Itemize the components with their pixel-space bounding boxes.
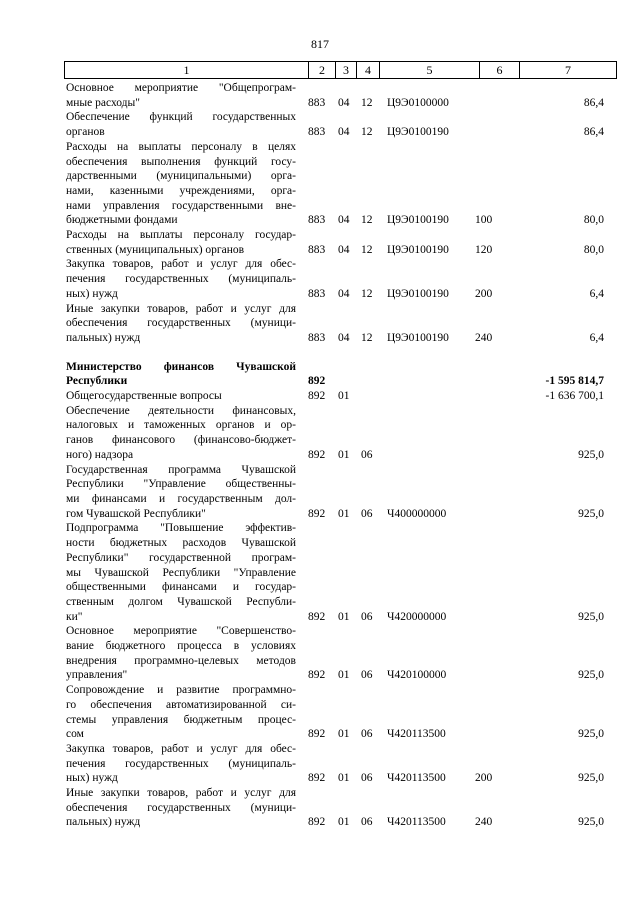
description-line: ных) нужд <box>66 287 118 300</box>
row-description <box>66 624 296 683</box>
description-line: ных) нужд <box>66 772 118 785</box>
table-row <box>0 683 640 742</box>
description-line: пальных) нужд <box>66 331 141 344</box>
description-line: сом <box>66 728 84 741</box>
section-code: 04 <box>338 214 350 227</box>
description-line: внедрения программно-целевых методов <box>66 654 296 667</box>
description-line: Сопровождение и развитие программно- <box>66 684 296 697</box>
section-code: 01 <box>338 507 350 520</box>
ministry-code: 892 <box>308 390 326 403</box>
description-line: общественными финансами и государ- <box>66 581 296 594</box>
row-description <box>66 389 296 404</box>
table-row <box>0 389 640 404</box>
section-code: 04 <box>338 243 350 256</box>
ministry-code: 892 <box>308 728 326 741</box>
table-row <box>0 742 640 786</box>
target-article-code: Ч400000000 <box>387 507 447 520</box>
description-line: ми финансами и государственным дол- <box>66 492 296 505</box>
row-description <box>66 404 296 463</box>
description-line: Иные закупки товаров, работ и услуг для <box>66 787 296 800</box>
expense-type-code: 200 <box>475 772 493 785</box>
table-row <box>0 404 640 463</box>
row-description <box>66 463 296 522</box>
description-line: Обеспечение деятельности финансовых, <box>66 404 296 417</box>
description-line: Расходы на выплаты персоналу государ- <box>66 229 296 242</box>
description-line: обеспечения выполнения функций госу- <box>66 155 296 168</box>
description-line: бюджетными фондами <box>66 214 178 227</box>
amount: 86,4 <box>583 126 604 139</box>
row-description <box>66 257 296 301</box>
section-code: 04 <box>338 126 350 139</box>
description-line: печения государственных (муниципаль- <box>66 757 296 770</box>
description-line: Республики" государственной програм- <box>66 551 296 564</box>
target-article-code: Ц9Э0100000 <box>387 96 449 109</box>
row-description <box>66 81 296 110</box>
table-row <box>0 257 640 301</box>
description-line: Республики <box>66 375 128 388</box>
subsection-code: 06 <box>361 669 373 682</box>
description-line: Иные закупки товаров, работ и услуг для <box>66 302 296 315</box>
amount: 6,4 <box>589 331 604 344</box>
description-line: Подпрограмма "Повышение эффектив- <box>66 522 296 535</box>
section-code: 01 <box>338 728 350 741</box>
subsection-code: 12 <box>361 331 373 344</box>
budget-table-body <box>0 81 640 830</box>
ministry-code: 892 <box>308 772 326 785</box>
section-code: 04 <box>338 96 350 109</box>
description-line: Основное мероприятие "Общепрограм- <box>66 82 296 94</box>
target-article-code: Ч420000000 <box>387 610 447 623</box>
page-number: 817 <box>311 37 329 51</box>
description-line: Основное мероприятие "Совершенство- <box>66 625 296 638</box>
subsection-code: 06 <box>361 610 373 623</box>
section-code: 01 <box>338 610 350 623</box>
subsection-code: 06 <box>361 448 373 461</box>
amount: -1 636 700,1 <box>545 390 604 403</box>
row-description <box>66 140 296 228</box>
description-line: вание бюджетного процесса в условиях <box>66 640 296 653</box>
header-col-4: 4 <box>356 61 379 79</box>
target-article-code: Ц9Э0100190 <box>387 287 449 300</box>
ministry-code: 883 <box>308 214 326 227</box>
subsection-code: 06 <box>361 728 373 741</box>
expense-type-code: 120 <box>475 243 493 256</box>
ministry-code: 883 <box>308 96 326 109</box>
description-line: Закупка товаров, работ и услуг для обес- <box>66 742 296 755</box>
section-code: 01 <box>338 390 350 403</box>
table-row <box>0 624 640 683</box>
header-col-2: 2 <box>308 61 335 79</box>
subsection-code: 12 <box>361 126 373 139</box>
row-description <box>66 786 296 830</box>
ministry-code: 892 <box>308 507 326 520</box>
row-description <box>66 521 296 624</box>
table-header <box>64 61 617 79</box>
target-article-code: Ч420100000 <box>387 669 447 682</box>
amount: 6,4 <box>589 287 604 300</box>
amount: 80,0 <box>583 214 604 227</box>
target-article-code: Ц9Э0100190 <box>387 243 449 256</box>
section-code: 01 <box>338 816 350 829</box>
header-col-7: 7 <box>519 61 617 79</box>
table-row <box>0 521 640 624</box>
description-line: ки" <box>66 610 83 623</box>
row-description <box>66 360 296 389</box>
amount: 925,0 <box>578 610 604 623</box>
subsection-code: 06 <box>361 772 373 785</box>
row-description <box>66 683 296 742</box>
description-line: Обеспечение функций государственных <box>66 111 296 124</box>
description-line: Министерство финансов Чувашской <box>66 360 296 373</box>
expense-type-code: 200 <box>475 287 493 300</box>
description-line: гом Чувашской Республики" <box>66 507 206 520</box>
amount: -1 595 814,7 <box>545 375 604 388</box>
header-col-3: 3 <box>335 61 356 79</box>
subsection-code: 06 <box>361 816 373 829</box>
description-line: мы Чувашской Республики "Управление <box>66 566 296 579</box>
ministry-code: 883 <box>308 331 326 344</box>
ministry-code: 883 <box>308 243 326 256</box>
description-line: стемы управления бюджетным процес- <box>66 713 296 726</box>
description-line: Закупка товаров, работ и услуг для обес- <box>66 258 296 271</box>
ministry-code: 883 <box>308 126 326 139</box>
description-line: Общегосударственные вопросы <box>66 390 222 403</box>
subsection-code: 12 <box>361 214 373 227</box>
description-line: нами, казенными учреждениями, орга- <box>66 184 296 197</box>
description-line: Расходы на выплаты персоналу в целях <box>66 140 296 153</box>
description-line: обеспечения государственных (муници- <box>66 317 296 330</box>
table-row <box>0 228 640 257</box>
expense-type-code: 240 <box>475 816 493 829</box>
section-code: 01 <box>338 669 350 682</box>
description-line: Государственная программа Чувашской <box>66 463 296 476</box>
ministry-code: 892 <box>308 816 326 829</box>
amount: 925,0 <box>578 448 604 461</box>
target-article-code: Ч420113500 <box>387 728 446 741</box>
description-line: обеспечения государственных (муници- <box>66 801 296 814</box>
description-line: Республики "Управление общественны- <box>66 478 296 491</box>
description-line: пальных) нужд <box>66 816 141 829</box>
row-description <box>66 228 296 257</box>
description-line: мные расходы" <box>66 96 140 109</box>
subsection-code: 12 <box>361 287 373 300</box>
section-code: 04 <box>338 331 350 344</box>
row-description <box>66 302 296 346</box>
description-line: ганов финансового (финансово-бюджет- <box>66 434 296 447</box>
amount: 925,0 <box>578 772 604 785</box>
ministry-code: 892 <box>308 375 326 388</box>
amount: 86,4 <box>583 96 604 109</box>
subsection-code: 12 <box>361 243 373 256</box>
description-line: налоговых и таможенных органов и ор- <box>66 419 296 432</box>
ministry-code: 892 <box>308 610 326 623</box>
header-col-6: 6 <box>479 61 519 79</box>
description-line: печения государственных (муниципаль- <box>66 273 296 286</box>
table-row <box>0 302 640 346</box>
target-article-code: Ц9Э0100190 <box>387 214 449 227</box>
subsection-code: 12 <box>361 96 373 109</box>
target-article-code: Ц9Э0100190 <box>387 126 449 139</box>
section-code: 04 <box>338 287 350 300</box>
description-line: органов <box>66 126 105 139</box>
table-row <box>0 360 640 389</box>
header-col-5: 5 <box>379 61 479 79</box>
description-line: го обеспечения автоматизированной си- <box>66 698 296 711</box>
ministry-code: 883 <box>308 287 326 300</box>
expense-type-code: 240 <box>475 331 493 344</box>
table-row <box>0 463 640 522</box>
description-line: ственным долгом Чувашской Республи- <box>66 595 296 608</box>
table-row <box>0 81 640 110</box>
table-row <box>0 110 640 139</box>
subsection-code: 06 <box>361 507 373 520</box>
section-code: 01 <box>338 448 350 461</box>
amount: 925,0 <box>578 816 604 829</box>
amount: 80,0 <box>583 243 604 256</box>
amount: 925,0 <box>578 728 604 741</box>
description-line: управления" <box>66 669 128 682</box>
expense-type-code: 100 <box>475 214 493 227</box>
ministry-code: 892 <box>308 669 326 682</box>
description-line: ственных (муниципальных) органов <box>66 243 245 256</box>
description-line: ности бюджетных расходов Чувашской <box>66 537 296 550</box>
amount: 925,0 <box>578 669 604 682</box>
table-row <box>0 786 640 830</box>
target-article-code: Ц9Э0100190 <box>387 331 449 344</box>
ministry-code: 892 <box>308 448 326 461</box>
description-line: нами управления государственными вне- <box>66 199 296 212</box>
target-article-code: Ч420113500 <box>387 816 446 829</box>
amount: 925,0 <box>578 507 604 520</box>
target-article-code: Ч420113500 <box>387 772 446 785</box>
description-line: ного) надзора <box>66 448 134 461</box>
table-row <box>0 140 640 228</box>
header-col-1: 1 <box>64 61 308 79</box>
row-description <box>66 110 296 139</box>
description-line: дарственными (муниципальными) орга- <box>66 170 296 183</box>
row-description <box>66 742 296 786</box>
section-code: 01 <box>338 772 350 785</box>
